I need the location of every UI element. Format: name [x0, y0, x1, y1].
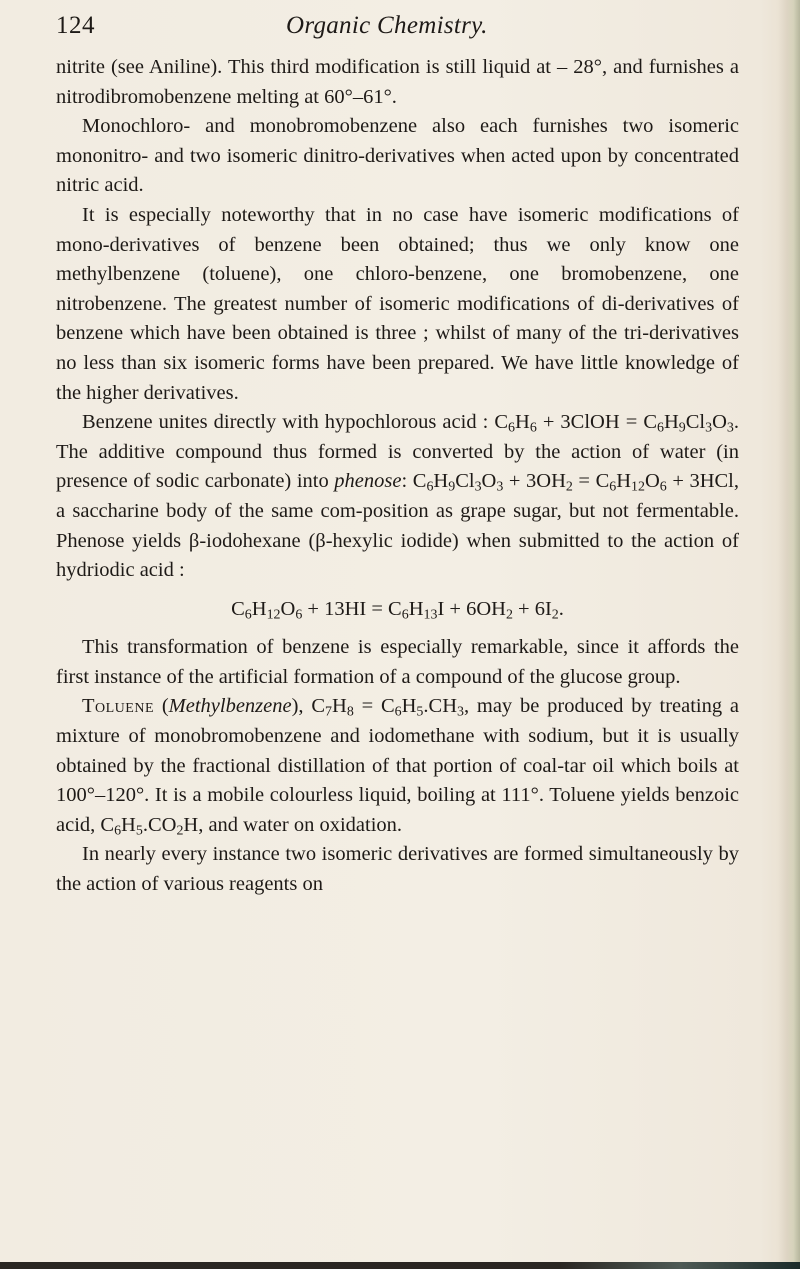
text-run: Benzene unites directly with hypochlorous acid : C [82, 411, 509, 434]
text-run: H [121, 813, 136, 836]
text-run: C [231, 597, 245, 620]
text-run: ( [154, 695, 169, 718]
subscript: 2 [565, 479, 573, 495]
italic-term: phenose [334, 470, 402, 493]
subscript: 13 [423, 607, 438, 623]
text-run: Monochloro- and monobromobenzene also each furnishes two isomeric mononitro- and two isomeric dinitro-derivatives when acted upon by concentrated nitric acid. [56, 115, 739, 197]
text-run: . [558, 597, 564, 620]
subscript: 6 [394, 704, 402, 720]
text-run: O [280, 597, 296, 620]
page-number: 124 [56, 12, 95, 39]
subscript: 12 [631, 479, 645, 495]
text-run: nitrite (see Aniline). This third modification is still liquid at – 28°, and furnishes a nitrodibromobenzene melting at 60°–61°. [56, 56, 739, 108]
section-term: Toluene [82, 695, 155, 718]
text-run: : C [401, 470, 427, 493]
page-edge-shadow [778, 0, 800, 1269]
subscript: 6 [401, 607, 409, 623]
paragraph [56, 692, 739, 840]
text-run: = C [572, 470, 610, 493]
paragraph [56, 201, 739, 408]
text-run: Cl [685, 411, 706, 434]
subscript: 6 [426, 479, 434, 495]
subscript: 9 [448, 479, 456, 495]
subscript: 2 [551, 607, 559, 623]
subscript: 6 [295, 607, 303, 623]
text-run: H [332, 695, 347, 718]
subscript: 6 [657, 420, 664, 436]
text-run: = C [353, 695, 395, 718]
text-run: O [481, 470, 497, 493]
text-run: H, and water on oxidation. [183, 813, 403, 836]
page-header [56, 12, 756, 52]
subscript: 6 [114, 823, 122, 839]
text-run: .CH [423, 695, 457, 718]
text-run: H [663, 411, 679, 434]
subscript: 8 [346, 704, 354, 720]
text-run: , may be produced by treating a mixture of monobromobenzene and iodomethane with sodium, but it is usually obtained by the fractional distillation of that portion of coal-tar oil which boils at 100°–120°. It is a mobile colourless liquid, boiling at 111°. Toluene yields benzoic acid, C [56, 695, 740, 836]
subscript: 6 [659, 479, 667, 495]
text-run: . The additive compound thus formed is converted by the action of water (in presence of sodic carbonate) into [56, 411, 739, 493]
bottom-edge [0, 1262, 800, 1269]
text-run: + 6I [512, 597, 552, 620]
paragraph [56, 840, 739, 899]
subscript: 2 [176, 823, 184, 839]
subscript: 12 [266, 607, 281, 623]
paragraph [56, 633, 739, 692]
text-run: H [433, 470, 449, 493]
text-run: O [712, 411, 727, 434]
text-run: H [616, 470, 632, 493]
subscript: 3 [474, 479, 482, 495]
subscript: 3 [705, 420, 713, 436]
subscript: 9 [678, 420, 686, 436]
text-run: O [644, 470, 660, 493]
text-run: It is especially noteworthy that in no case have isomeric modifications of mono-derivatives of benzene been obtained; thus we only know one methylbenzene (toluene), one chloro-benzene, one bromobenzene, one nitrobenzene. The greatest number of isomeric modifications of di-derivatives of benzene which have been obtained is three ; whilst of many of the tri-derivatives no less than six isomeric forms have been prepared. We have little knowledge of the higher derivatives. [56, 203, 739, 404]
text-run: I + 6OH [437, 597, 506, 620]
text-run: In nearly every instance two isomeric derivatives are formed simultaneously by the action of various reagents on [56, 843, 739, 896]
text-run: H [408, 597, 424, 620]
text-run: H [515, 411, 530, 434]
subscript: 6 [609, 479, 617, 495]
body-text [56, 53, 739, 900]
running-head: Organic Chemistry. [286, 12, 488, 39]
italic-term: Methylbenzene [168, 695, 292, 718]
text-run: ), C [291, 695, 326, 718]
text-run: + 3HCl, a saccharine body of the same com-position as grape sugar, but not fermentable. Phenose yields β-iodohexane (β-hexylic iodide) when submitted to the action of hydriodic acid : [56, 470, 740, 582]
subscript: 3 [457, 704, 464, 720]
subscript: 3 [726, 420, 734, 436]
subscript: 5 [416, 704, 424, 720]
text-run: + 13HI = C [302, 597, 402, 620]
text-run: + 3OH [503, 470, 566, 493]
text-run: H [251, 597, 267, 620]
subscript: 7 [325, 704, 333, 720]
text-run: This transformation of benzene is especially remarkable, since it affords the first instance of the artificial formation of a compound of the glucose group. [56, 636, 739, 688]
subscript: 3 [496, 479, 504, 495]
text-run: + 3ClOH = C [536, 411, 657, 434]
paragraph [56, 408, 739, 586]
text-run: Cl [455, 470, 475, 493]
subscript: 2 [505, 607, 513, 623]
subscript: 6 [508, 420, 515, 436]
equation [56, 595, 739, 625]
text-run: H [401, 695, 417, 718]
subscript: 5 [135, 823, 143, 839]
subscript: 6 [529, 420, 537, 436]
text-run: .CO [142, 813, 177, 836]
paragraph [56, 53, 739, 112]
paragraph [56, 112, 739, 201]
subscript: 6 [244, 607, 252, 623]
